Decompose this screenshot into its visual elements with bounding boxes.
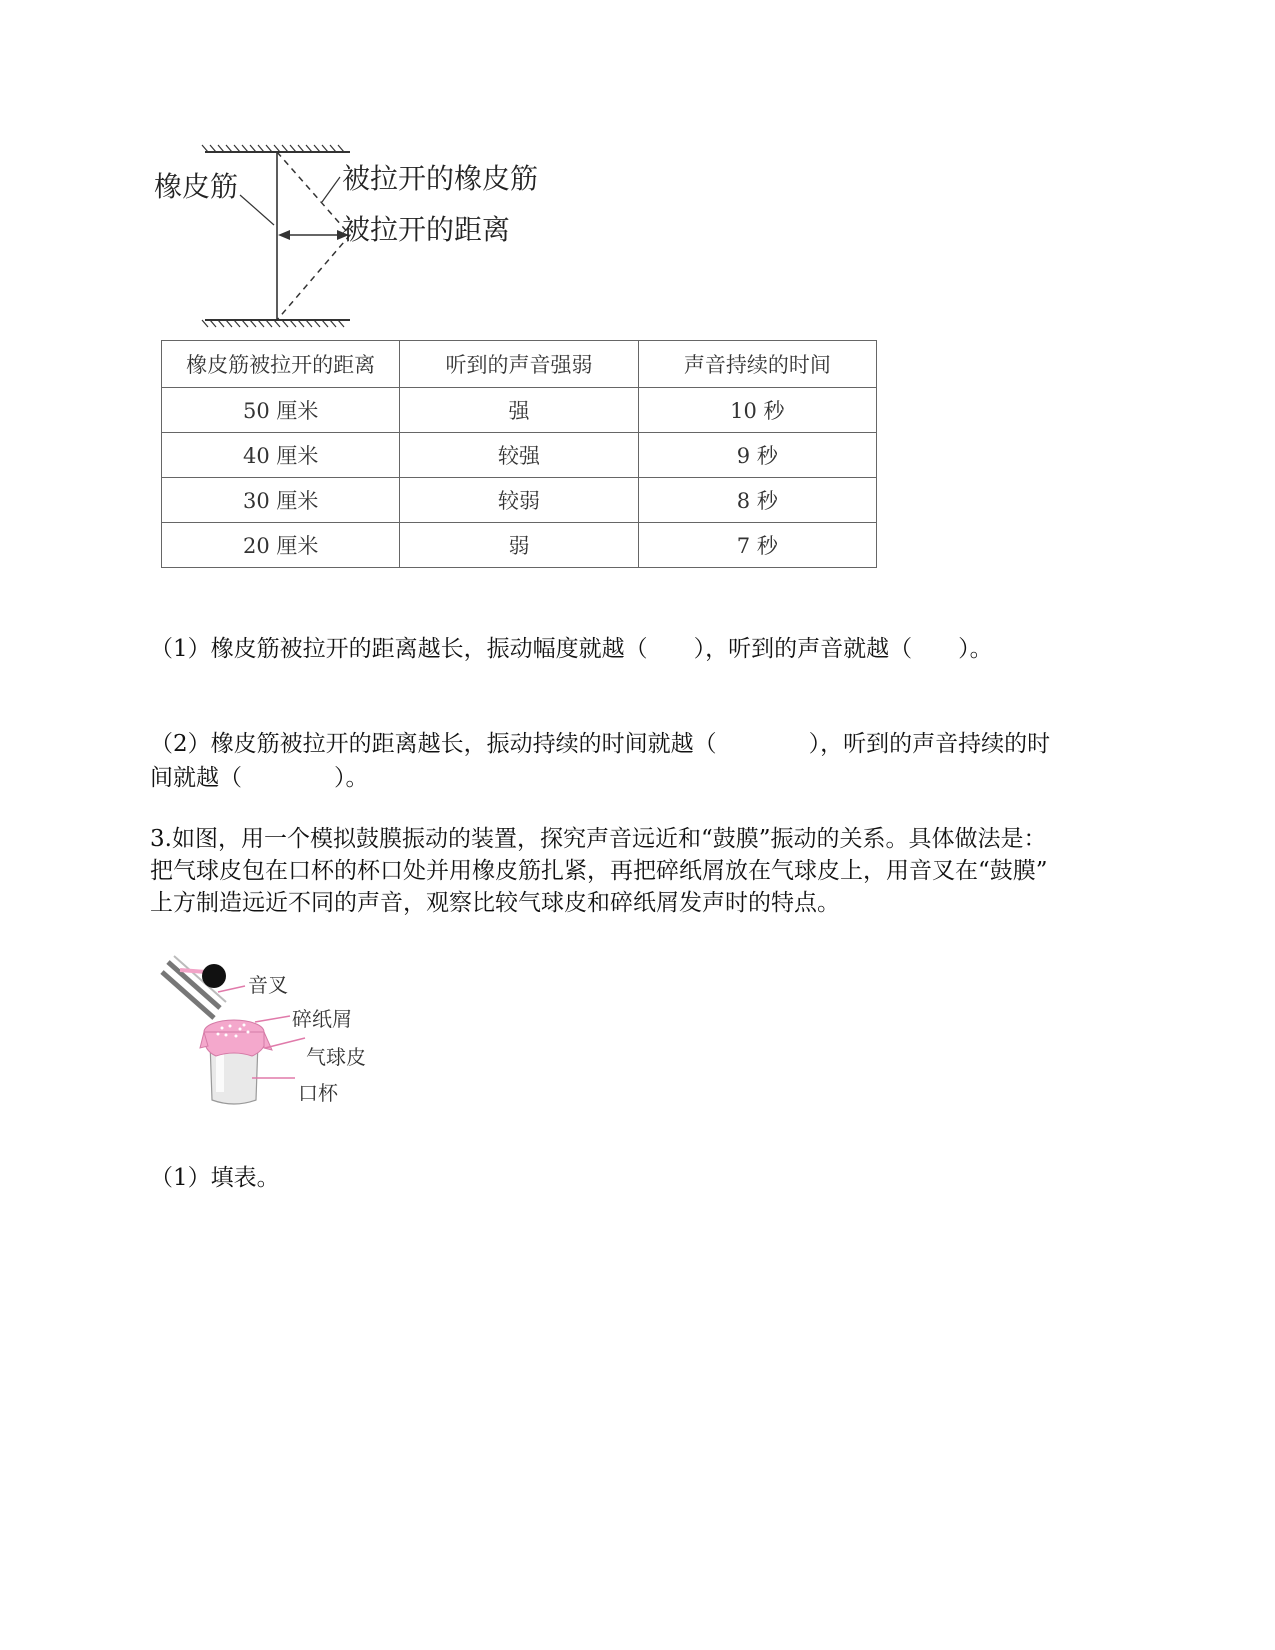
label-balloon: 气球皮 [306, 1045, 366, 1069]
label-rubber-band: 橡皮筋 [154, 170, 239, 203]
table-row [162, 523, 877, 568]
top-hatch [202, 145, 344, 152]
table-cell: 弱 [400, 523, 638, 568]
fill-table-instruction: （1）填表。 [150, 1165, 280, 1191]
tuning-fork-icon [162, 956, 226, 1018]
table-cell: 40 厘米 [162, 433, 400, 478]
experiment-table [161, 340, 877, 568]
rubber-band-diagram [150, 140, 570, 330]
table-cell: 50 厘米 [162, 388, 400, 433]
table-cell: 20 厘米 [162, 523, 400, 568]
label-cup: 口杯 [298, 1081, 338, 1105]
table-cell: 8 秒 [638, 478, 876, 523]
table-row [162, 433, 877, 478]
table-cell: 30 厘米 [162, 478, 400, 523]
table-cell: 较强 [400, 433, 638, 478]
table-cell: 强 [400, 388, 638, 433]
label-distance: 被拉开的距离 [342, 213, 511, 246]
table-row [162, 388, 877, 433]
question-1: （1）橡皮筋被拉开的距离越长，振动幅度就越（ ），听到的声音就越（ ）。 [150, 636, 993, 662]
table-header-row [162, 341, 877, 388]
table-cell: 9 秒 [638, 433, 876, 478]
table-cell: 10 秒 [638, 388, 876, 433]
problem-3-line-3: 上方制造远近不同的声音，观察比较气球皮和碎纸屑发声时的特点。 [150, 890, 840, 916]
problem-3-line-1: 3.如图，用一个模拟鼓膜振动的装置，探究声音远近和“鼓膜”振动的关系。具体做法是： [150, 826, 1047, 852]
table-cell: 较弱 [400, 478, 638, 523]
label-stretched-band: 被拉开的橡皮筋 [342, 162, 539, 195]
question-2-line-2: 间就越（ ）。 [150, 765, 369, 791]
balloon-skin-icon [200, 1020, 272, 1056]
question-2-line-1: （2）橡皮筋被拉开的距离越长，振动持续的时间就越（ ），听到的声音持续的时 [150, 731, 1051, 757]
bottom-hatch [202, 320, 344, 327]
table-header-cell: 声音持续的时间 [638, 341, 876, 388]
table-cell: 7 秒 [638, 523, 876, 568]
table-header-cell: 橡皮筋被拉开的距离 [162, 341, 400, 388]
label-tuning-fork: 音叉 [248, 973, 288, 997]
drum-model-diagram [160, 950, 410, 1120]
table-row [162, 478, 877, 523]
problem-3-line-2: 把气球皮包在口杯的杯口处并用橡皮筋扎紧，再把碎纸屑放在气球皮上，用音叉在“鼓膜” [150, 858, 1048, 884]
table-header-cell: 听到的声音强弱 [400, 341, 638, 388]
label-paper-bits: 碎纸屑 [292, 1007, 352, 1031]
